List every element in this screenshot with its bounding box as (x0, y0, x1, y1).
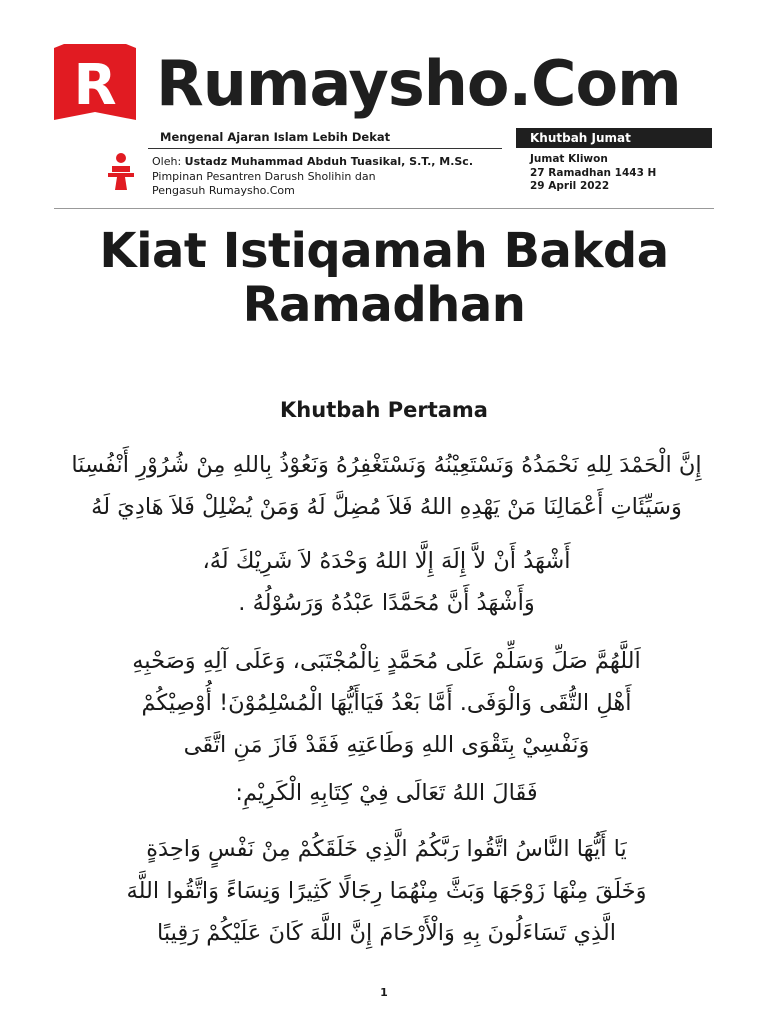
arabic-line: وَسَيِّئَاتِ أَعْمَالِنَا مَنْ يَهْدِهِ اللهُ فَلاَ مُضِلَّ لَهُ وَمَنْ يُضْلِلْ فَلاَ هَادِيَ لَهُ (91, 494, 682, 520)
arabic-block-shahada (54, 540, 719, 624)
document-title (0, 224, 768, 332)
arabic-line: الَّذِي تَسَاءَلُونَ بِهِ وَالْأَرْحَامَ إِنَّ اللَّهَ كَانَ عَلَيْكُمْ رَقِيبًا (157, 920, 616, 946)
brand-name: Rumaysho.Com (156, 47, 681, 120)
date-hijri: 27 Ramadhan 1443 H (530, 166, 657, 179)
author-role-line-2: Pengasuh Rumaysho.Com (152, 184, 295, 197)
title-line-1: Kiat Istiqamah Bakda (99, 223, 669, 279)
author-role-line-1: Pimpinan Pesantren Darush Sholihin dan (152, 169, 376, 183)
date-info (530, 153, 656, 194)
arabic-block-shalawat (54, 640, 719, 766)
arabic-line: فَقَالَ اللهُ تَعَالَى فِيْ كِتَابِهِ الْكَرِيْمِ: (235, 780, 538, 806)
category-label: Khutbah Jumat (516, 128, 712, 148)
speaker-podium-icon (104, 152, 138, 192)
header-divider (148, 148, 502, 149)
date-day: Jumat Kliwon (530, 153, 608, 165)
section-heading: Khutbah Pertama (280, 398, 488, 422)
arabic-line: أَشْهَدُ أَنْ لاَّ إِلَهَ إِلَّا اللهُ وَحْدَهُ لاَ شَرِيْكَ لَهُ، (202, 548, 571, 574)
brand-logo-icon (54, 44, 136, 120)
arabic-line: وَنَفْسِيْ بِتَقْوَى اللهِ وَطَاعَتِهِ فَقَدْ فَازَ مَنِ اتَّقَى (183, 732, 590, 758)
tagline: Mengenal Ajaran Islam Lebih Dekat (160, 130, 391, 144)
section-divider (54, 208, 714, 209)
title-line-2: Ramadhan (242, 277, 526, 333)
arabic-block-intro (54, 772, 719, 814)
arabic-line: يَا أَيُّهَا النَّاسُ اتَّقُوا رَبَّكُمُ الَّذِي خَلَقَكُمْ مِنْ نَفْسٍ وَاحِدَةٍ (146, 836, 627, 862)
author-prefix: Oleh: (152, 155, 185, 168)
author-info (152, 155, 473, 199)
arabic-block-opening (54, 444, 719, 528)
arabic-block-verse (54, 828, 719, 954)
arabic-line: وَأَشْهَدُ أَنَّ مُحَمَّدًا عَبْدُهُ وَرَسُوْلُهُ . (238, 590, 535, 616)
arabic-line: إِنَّ الْحَمْدَ لِلهِ نَحْمَدُهُ وَنَسْتَعِيْنُهُ وَنَسْتَغْفِرُهُ وَنَعُوْذُ بِاللهِ مِنْ شُرُوْرِ أَنْفُسِنَا (71, 452, 702, 478)
arabic-line: أَهْلِ التُّقَى وَالْوَفَى. أَمَّا بَعْدُ فَيَاأَيُّهَا الْمُسْلِمُوْنَ! أُوْصِيْكُمْ (141, 690, 632, 716)
date-gregorian: 29 April 2022 (530, 180, 610, 192)
arabic-line: وَخَلَقَ مِنْهَا زَوْجَهَا وَبَثَّ مِنْهُمَا رِجَالًا كَثِيرًا وَنِسَاءً وَاتَّقُوا اللَّهَ (126, 878, 647, 904)
page-number: 1 (380, 986, 388, 999)
author-name: Ustadz Muhammad Abduh Tuasikal, S.T., M.Sc. (184, 155, 474, 168)
arabic-line: اَللَّهُمَّ صَلِّ وَسَلِّمْ عَلَى مُحَمَّدٍ نِالْمُجْتَبَى، وَعَلَى آلِهِ وَصَحْبِهِ (132, 648, 641, 674)
logo-letter: R (73, 53, 117, 118)
